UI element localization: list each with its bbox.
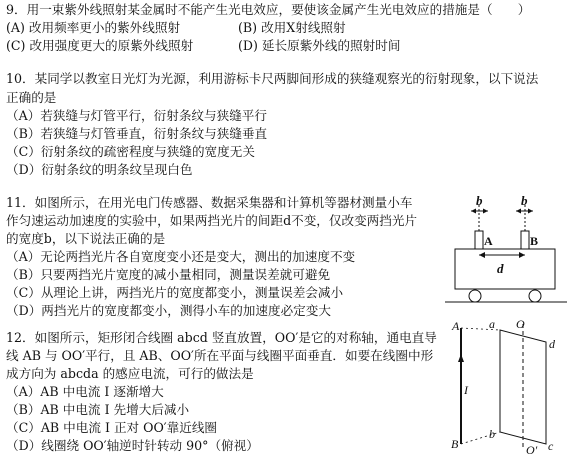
q12-coil-figure	[448, 316, 570, 456]
q12-label-o-top: O	[516, 317, 525, 331]
q11-plate-b	[521, 231, 529, 249]
q10-option-d: （D）衍射条纹的明条纹呈现白色	[6, 162, 193, 177]
q9-option-a: (A) 改用频率更小的紫外线照射	[6, 20, 181, 35]
q9-option-c: (C) 改用强度更大的原紫外线照射	[6, 38, 194, 53]
q12-option-a: （A）AB 中电流 I 逐渐增大	[6, 384, 164, 399]
q12-label-a: a	[489, 317, 495, 331]
q12-current-arrow-icon	[458, 354, 464, 362]
q12-stem-line1: 12．如图所示，矩形闭合线圈 abcd 竖直放置，OO′是它的对称轴，通电直导	[6, 330, 437, 345]
q12-label-c: c	[548, 439, 554, 453]
q9-stem: 9．用一束紫外线照射某金属时不能产生光电效应，要使该金属产生光电效应的措施是（ ）	[6, 2, 531, 17]
q11-label-B: B	[530, 234, 539, 248]
q12-label-d: d	[549, 337, 555, 351]
q10-option-b: （B）若狭缝与灯管垂直，衍射条纹与狭缝垂直	[6, 126, 268, 141]
q11-cart-figure	[445, 193, 570, 310]
q11-option-a: （A）无论两挡光片各自宽度变小还是变大，测出的加速度不变	[6, 249, 356, 264]
q12-label-B: B	[451, 437, 459, 451]
q11-option-b: （B）只要两挡光片宽度的减小量相同，测量误差就可避免	[6, 267, 331, 282]
q12-label-o-bottom: O′	[526, 443, 538, 456]
q9-option-b: (B) 改用X射线照射	[238, 20, 346, 35]
q11-label-A: A	[484, 234, 493, 248]
q10-stem-line1: 10．某同学以教室日光灯为光源，利用游标卡尺两脚间形成的狭缝观察光的衍射现象，以下说法	[6, 71, 539, 86]
q11-wheel-right	[529, 290, 541, 302]
q11-label-d: d	[497, 261, 504, 276]
q11-stem-line2: 作匀速运动加速度的实验中，如果两挡光片的间距d不变，仅改变两挡光片	[6, 213, 418, 228]
q11-option-c: （C）从理论上讲，两挡光片的宽度都变小，测量误差会减小	[6, 285, 344, 300]
q12-stem-line3: 成方向为 abcda 的感应电流，可行的做法是	[6, 366, 254, 381]
q12-label-b: b	[489, 427, 495, 441]
q12-option-c: （C）AB 中电流 I 正对 OO′靠近线圈	[6, 420, 218, 435]
q12-option-b: （B）AB 中电流 I 先增大后减小	[6, 402, 190, 417]
q12-label-I: I	[464, 383, 468, 397]
q12-label-A: A	[452, 319, 460, 333]
q11-label-b1: b	[476, 193, 483, 208]
q10-option-a: （A）若狭缝与灯管平行，衍射条纹与狭缝平行	[6, 108, 267, 123]
q10-stem-line2: 正确的是	[6, 90, 57, 105]
q12-stem-line2: 线 AB 与 OO′平行，且 AB、OO′所在平面与线圈平面垂直．如要在线圈中形	[6, 348, 434, 363]
q11-stem-line3: 的宽度b，以下说法正确的是	[6, 231, 166, 246]
q11-plate-a	[475, 231, 483, 249]
q11-label-b2: b	[521, 193, 528, 208]
q10-option-c: （C）衍射条纹的疏密程度与狭缝的宽度无关	[6, 144, 255, 159]
q11-option-d: （D）两挡光片的宽度都变小，测得小车的加速度必定变大	[6, 303, 331, 318]
q11-stem-line1: 11．如图所示，在用光电门传感器、数据采集器和计算机等器材测量小车	[6, 195, 413, 210]
q12-option-d: （D）线圈绕 OO′轴逆时针转动 90°（俯视）	[6, 438, 259, 453]
q11-wheel-left	[469, 290, 481, 302]
q9-option-d: (D) 延长原紫外线的照射时间	[238, 38, 401, 53]
